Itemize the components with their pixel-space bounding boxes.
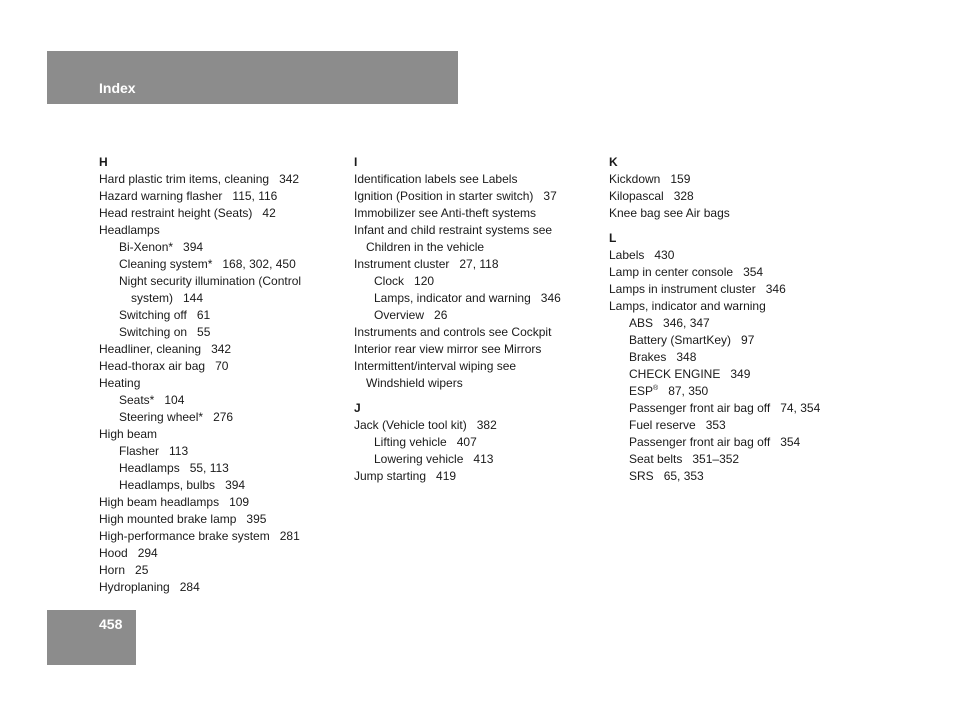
index-entry bbox=[99, 239, 339, 256]
section-gap bbox=[354, 392, 594, 400]
index-entry-term: Head-thorax air bag bbox=[99, 359, 206, 373]
index-entry bbox=[609, 332, 849, 349]
index-entry-term: Children in the vehicle bbox=[366, 240, 485, 254]
index-entry-page-ref: 294 bbox=[137, 546, 158, 560]
index-entry bbox=[99, 545, 339, 562]
index-entry bbox=[99, 426, 339, 443]
index-entry-page-ref: 284 bbox=[179, 580, 200, 594]
index-entry bbox=[99, 205, 339, 222]
index-entry-term: Switching on bbox=[119, 325, 188, 339]
index-entry-term: Steering wheel* bbox=[119, 410, 204, 424]
index-entry bbox=[354, 324, 594, 341]
index-entry-term: Flasher bbox=[119, 444, 160, 458]
index-entry-page-ref: 42 bbox=[262, 206, 276, 220]
index-entry bbox=[354, 468, 594, 485]
page-title: Index bbox=[99, 80, 136, 96]
index-entry bbox=[99, 579, 339, 596]
index-entry-term: Seats* bbox=[119, 393, 155, 407]
index-entry bbox=[354, 290, 594, 307]
index-entry-term: High-performance brake system bbox=[99, 529, 270, 543]
index-entry bbox=[609, 434, 849, 451]
index-entry-term: Immobilizer see Anti-theft systems bbox=[354, 206, 537, 220]
index-entry-page-ref: 109 bbox=[229, 495, 250, 509]
index-entry bbox=[99, 460, 339, 477]
index-entry-term: Lamps, indicator and warning bbox=[609, 299, 766, 313]
index-entry-term: Night security illumination (Control bbox=[119, 274, 302, 288]
index-entry bbox=[99, 511, 339, 528]
index-entry-term: Instruments and controls see Cockpit bbox=[354, 325, 552, 339]
index-entry-page-ref: 348 bbox=[676, 350, 697, 364]
index-entry-page-ref: 27, 118 bbox=[459, 257, 499, 271]
index-entry bbox=[354, 358, 594, 375]
page-number-box bbox=[47, 610, 136, 665]
index-entry-term: Headlamps bbox=[99, 223, 160, 237]
page-number: 458 bbox=[99, 616, 123, 632]
index-entry-term: Brakes bbox=[629, 350, 667, 364]
index-entry bbox=[354, 256, 594, 273]
index-entry-term: High beam bbox=[99, 427, 158, 441]
registered-mark: ® bbox=[653, 385, 659, 392]
index-entry-term: Kilopascal bbox=[609, 189, 664, 203]
index-entry bbox=[354, 205, 594, 222]
index-entry-page-ref: 351–352 bbox=[692, 452, 740, 466]
index-entry-term: Switching off bbox=[119, 308, 187, 322]
index-entry-term: Lamps in instrument cluster bbox=[609, 282, 756, 296]
index-entry-term: Headlamps bbox=[119, 461, 180, 475]
index-entry-term: Battery (SmartKey) bbox=[629, 333, 732, 347]
index-entry bbox=[99, 307, 339, 324]
index-entry-page-ref: 346 bbox=[765, 282, 786, 296]
index-entry bbox=[99, 443, 339, 460]
index-entry bbox=[609, 366, 849, 383]
index-entry-term: Hard plastic trim items, cleaning bbox=[99, 172, 270, 186]
index-entry-term: Lowering vehicle bbox=[374, 452, 464, 466]
index-entry-term: Hazard warning flasher bbox=[99, 189, 223, 203]
index-entry-page-ref: 382 bbox=[476, 418, 497, 432]
index-entry-page-ref: 394 bbox=[225, 478, 246, 492]
index-entry-page-ref: 354 bbox=[780, 435, 801, 449]
index-entry-term: Intermittent/interval wiping see bbox=[354, 359, 517, 373]
index-entry-page-ref: 144 bbox=[183, 291, 204, 305]
index-entry-term: High mounted brake lamp bbox=[99, 512, 237, 526]
index-entry bbox=[99, 494, 339, 511]
index-entry-page-ref: 65, 353 bbox=[663, 469, 704, 483]
index-entry bbox=[609, 383, 849, 400]
index-entry-page-ref: 346, 347 bbox=[663, 316, 710, 330]
index-entry bbox=[354, 434, 594, 451]
index-entry-page-ref: 349 bbox=[730, 367, 751, 381]
index-entry bbox=[99, 392, 339, 409]
index-entry bbox=[609, 451, 849, 468]
index-entry-term: SRS bbox=[629, 469, 654, 483]
index-entry bbox=[354, 375, 594, 392]
index-entry-term: Knee bag see Air bags bbox=[609, 206, 730, 220]
index-entry-page-ref: 70 bbox=[215, 359, 229, 373]
header-bar bbox=[47, 51, 458, 104]
index-entry-term: ABS bbox=[629, 316, 654, 330]
index-entry bbox=[354, 222, 594, 239]
index-entry-term: Bi-Xenon* bbox=[119, 240, 174, 254]
index-entry-term: Lamps, indicator and warning bbox=[374, 291, 531, 305]
index-entry-term: Jump starting bbox=[354, 469, 427, 483]
index-entry-page-ref: 430 bbox=[654, 248, 675, 262]
index-entry-page-ref: 328 bbox=[673, 189, 694, 203]
index-entry bbox=[99, 324, 339, 341]
index-entry-page-ref: 395 bbox=[246, 512, 267, 526]
index-entry-term: Overview bbox=[374, 308, 425, 322]
index-entry bbox=[609, 468, 849, 485]
index-entry-page-ref: 25 bbox=[135, 563, 149, 577]
index-entry bbox=[99, 477, 339, 494]
index-entry-term: Headlamps, bulbs bbox=[119, 478, 216, 492]
index-entry-page-ref: 168, 302, 450 bbox=[222, 257, 296, 271]
index-letter-heading: K bbox=[609, 155, 618, 169]
index-entry-page-ref: 113 bbox=[169, 444, 189, 458]
index-entry bbox=[99, 358, 339, 375]
index-entry-term: Kickdown bbox=[609, 172, 661, 186]
index-entry-term: Lifting vehicle bbox=[374, 435, 447, 449]
index-entry-term: Horn bbox=[99, 563, 126, 577]
index-entry bbox=[609, 417, 849, 434]
index-entry bbox=[99, 562, 339, 579]
index-entry-page-ref: 61 bbox=[196, 308, 211, 322]
index-entry bbox=[609, 315, 849, 332]
index-entry bbox=[609, 171, 849, 188]
index-entry bbox=[354, 451, 594, 468]
index-entry bbox=[99, 188, 339, 205]
index-letter-heading: I bbox=[354, 155, 358, 169]
index-entry-page-ref: 419 bbox=[436, 469, 457, 483]
index-entry-term: Hydroplaning bbox=[99, 580, 170, 594]
index-column-i-j bbox=[354, 154, 594, 485]
index-entry-page-ref: 413 bbox=[473, 452, 494, 466]
index-entry bbox=[609, 188, 849, 205]
index-entry-term: Fuel reserve bbox=[629, 418, 696, 432]
index-entry bbox=[99, 409, 339, 426]
section-gap bbox=[609, 222, 849, 230]
index-entry bbox=[609, 349, 849, 366]
index-entry-term: system) bbox=[131, 291, 173, 305]
index-entry-page-ref: 87, 350 bbox=[668, 384, 709, 398]
index-entry-term: High beam headlamps bbox=[99, 495, 220, 509]
index-letter-heading: L bbox=[609, 231, 617, 245]
index-entry bbox=[99, 273, 339, 290]
index-entry bbox=[609, 400, 849, 417]
index-entry-page-ref: 354 bbox=[743, 265, 764, 279]
index-entry-term: Jack (Vehicle tool kit) bbox=[354, 418, 467, 432]
index-entry-page-ref: 346 bbox=[540, 291, 561, 305]
index-entry bbox=[354, 307, 594, 324]
index-entry-term: Cleaning system* bbox=[119, 257, 213, 271]
index-entry-page-ref: 104 bbox=[164, 393, 185, 407]
index-entry bbox=[354, 171, 594, 188]
index-entry bbox=[354, 417, 594, 434]
index-entry bbox=[609, 264, 849, 281]
index-entry bbox=[354, 273, 594, 290]
index-entry-page-ref: 342 bbox=[211, 342, 232, 356]
index-entry-page-ref: 26 bbox=[434, 308, 448, 322]
index-entry-page-ref: 97 bbox=[741, 333, 755, 347]
index-entry-term: Passenger front air bag off bbox=[629, 435, 771, 449]
index-entry bbox=[609, 298, 849, 315]
index-entry-term: Infant and child restraint systems see bbox=[354, 223, 553, 237]
index-entry-term: Instrument cluster bbox=[354, 257, 450, 271]
index-entry-page-ref: 159 bbox=[670, 172, 691, 186]
index-entry-page-ref: 115, 116 bbox=[232, 189, 278, 203]
index-entry-page-ref: 353 bbox=[705, 418, 726, 432]
index-entry bbox=[99, 171, 339, 188]
index-entry-term: Labels bbox=[609, 248, 645, 262]
index-column-h bbox=[99, 154, 339, 596]
index-letter-heading: H bbox=[99, 155, 108, 169]
index-entry-term: Windshield wipers bbox=[366, 376, 463, 390]
index-entry-term: Ignition (Position in starter switch) bbox=[354, 189, 534, 203]
index-letter-heading: J bbox=[354, 401, 361, 415]
index-entry bbox=[609, 281, 849, 298]
index-entry bbox=[609, 205, 849, 222]
index-entry-page-ref: 55 bbox=[197, 325, 211, 339]
index-entry bbox=[99, 528, 339, 545]
index-entry-term: Passenger front air bag off bbox=[629, 401, 771, 415]
index-entry bbox=[354, 341, 594, 358]
index-entry bbox=[99, 256, 339, 273]
index-entry bbox=[99, 290, 339, 307]
index-entry-term: Interior rear view mirror see Mirrors bbox=[354, 342, 542, 356]
index-entry bbox=[99, 375, 339, 392]
index-entry-page-ref: 37 bbox=[543, 189, 557, 203]
index-entry-page-ref: 281 bbox=[279, 529, 300, 543]
index-entry-term: Identification labels see Labels bbox=[354, 172, 518, 186]
index-entry-page-ref: 120 bbox=[414, 274, 435, 288]
index-column-k-l bbox=[609, 154, 849, 485]
index-entry-term: Heating bbox=[99, 376, 141, 390]
index-entry bbox=[99, 222, 339, 239]
index-entry-term: CHECK ENGINE bbox=[629, 367, 721, 381]
index-entry-term: Headliner, cleaning bbox=[99, 342, 202, 356]
index-entry-term: Clock bbox=[374, 274, 405, 288]
index-entry bbox=[354, 188, 594, 205]
index-entry-page-ref: 74, 354 bbox=[780, 401, 821, 415]
index-entry-page-ref: 407 bbox=[456, 435, 477, 449]
index-entry bbox=[609, 247, 849, 264]
index-entry-page-ref: 342 bbox=[279, 172, 300, 186]
index-entry-term: Hood bbox=[99, 546, 128, 560]
index-entry-term: Head restraint height (Seats) bbox=[99, 206, 253, 220]
index-entry-term: Lamp in center console bbox=[609, 265, 734, 279]
index-entry-term: Seat belts bbox=[629, 452, 683, 466]
index-entry-page-ref: 55, 113 bbox=[189, 461, 229, 475]
index-entry-page-ref: 276 bbox=[213, 410, 234, 424]
index-entry bbox=[354, 239, 594, 256]
index-entry bbox=[99, 341, 339, 358]
index-entry-page-ref: 394 bbox=[183, 240, 204, 254]
index-entry-term: ESP bbox=[629, 384, 654, 398]
